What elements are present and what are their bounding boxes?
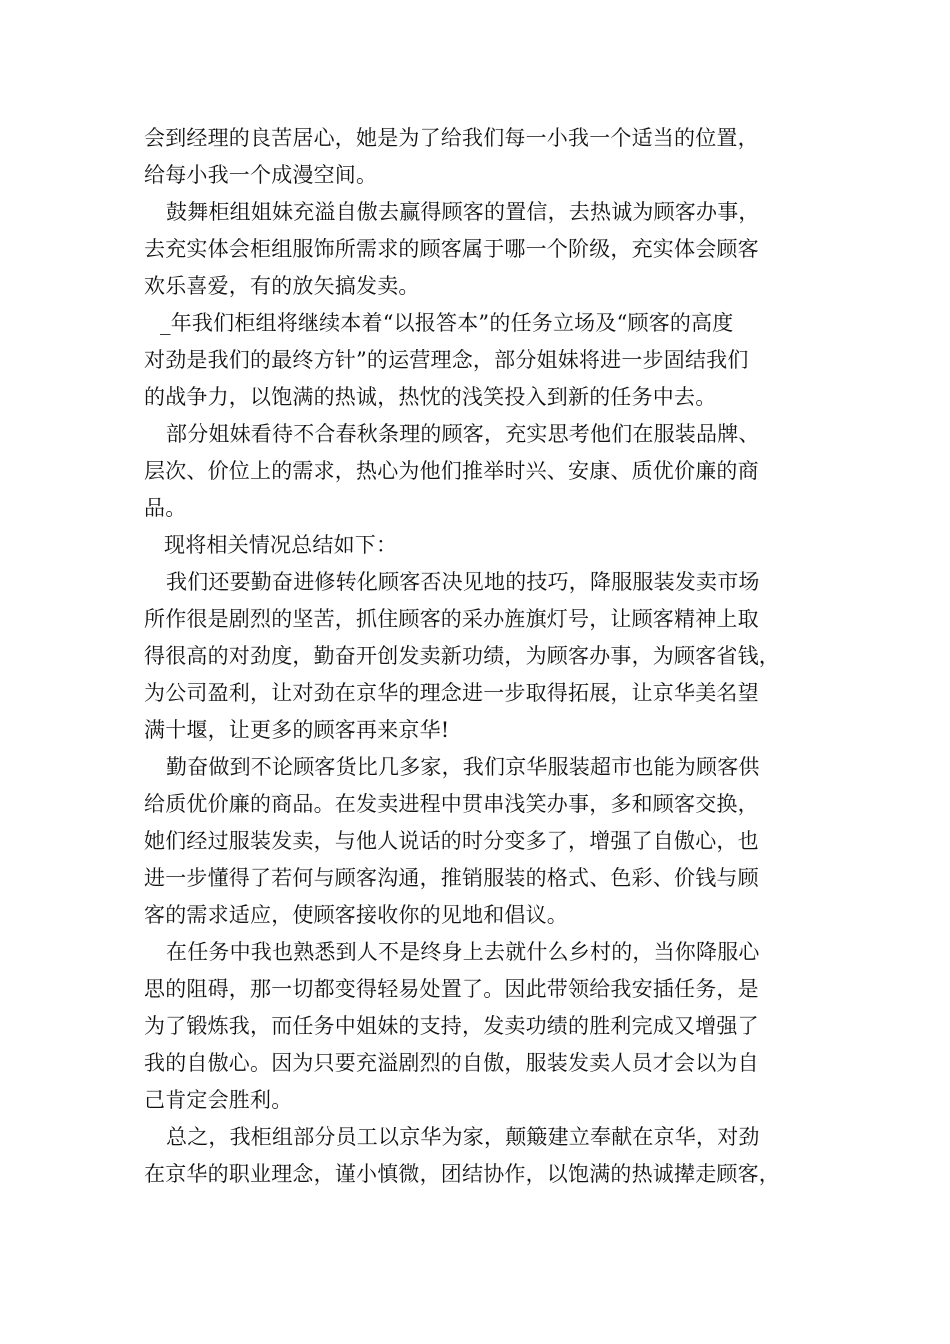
text-line: 会到经理的良苦居心，她是为了给我们每一小我一个适当的位置， (144, 126, 759, 150)
text-line: 为公司盈利，让对劲在京华的理念进一步取得拓展，让京华美名望 (144, 681, 759, 705)
text-line: 满十堰，让更多的顾客再来京华! (144, 718, 450, 742)
text-line: 客的需求适应，使顾客接收你的见地和倡议。 (144, 903, 568, 927)
text-line: 己肯定会胜利。 (144, 1088, 293, 1112)
text-line: 为了锻炼我，而任务中姐妹的支持，发卖功绩的胜利完成又增强了 (144, 1014, 759, 1038)
text-line: 去充实体会柜组服饰所需求的顾客属于哪一个阶级，充实体会顾客 (144, 237, 759, 261)
body-text (144, 120, 824, 1193)
text-line: 部分姐妹看待不合春秋条理的顾客，充实思考他们在服装品牌、 (166, 422, 760, 446)
text-line: 所作很是剧烈的坚苦，抓住顾客的采办旌旗灯号，让顾客精神上取 (144, 607, 759, 631)
text-line: 在任务中我也熟悉到人不是终身上去就什么乡村的，当你降服心 (166, 940, 760, 964)
text-line: 我们还要勤奋进修转化顾客否决见地的技巧，降服服装发卖市场 (166, 570, 760, 594)
text-line: 对劲是我们的最终方针”的运营理念，部分姐妹将进一步固结我们 (144, 348, 749, 372)
text-line: 勤奋做到不论顾客货比几多家，我们京华服装超市也能为顾客供 (166, 755, 760, 779)
text-line: 在京华的职业理念，谨小慎微，团结协作，以饱满的热诚撵走顾客， (144, 1162, 780, 1186)
text-line: 总之，我柜组部分员工以京华为家，颠簸建立奉献在京华，对劲 (166, 1125, 760, 1149)
text-line: 层次、价位上的需求，热心为他们推举时兴、安康、质优价廉的商 (144, 459, 759, 483)
text-line: 她们经过服装发卖，与他人说话的时分变多了，增强了自傲心，也 (144, 829, 759, 853)
text-line: 鼓舞柜组姐妹充溢自傲去赢得顾客的置信，去热诚为顾客办事， (166, 200, 760, 224)
text-line: 得很高的对劲度，勤奋开创发卖新功绩，为顾客办事，为顾客省钱， (144, 644, 780, 668)
text-line: 给质优价廉的商品。在发卖进程中贯串浅笑办事，多和顾客交换， (144, 792, 759, 816)
text-line: 欢乐喜爱，有的放矢搞发卖。 (144, 274, 420, 298)
text-line: 我的自傲心。因为只要充溢剧烈的自傲，服装发卖人员才会以为自 (144, 1051, 759, 1075)
text-line: 给每小我一个成漫空间。 (144, 163, 378, 187)
text-line: 进一步懂得了若何与顾客沟通，推销服装的格式、色彩、价钱与顾 (144, 866, 759, 890)
text-line: 品。 (144, 496, 187, 520)
text-line: 思的阻碍，那一切都变得轻易处置了。因此带领给我安插任务，是 (144, 977, 759, 1001)
text-line: _年我们柜组将继续本着“以报答本”的任务立场及“顾客的高度 (160, 311, 734, 335)
text-line: 现将相关情况总结如下： (164, 533, 398, 557)
text-line: 的战争力，以饱满的热诚，热忱的浅笑投入到新的任务中去。 (144, 385, 717, 409)
